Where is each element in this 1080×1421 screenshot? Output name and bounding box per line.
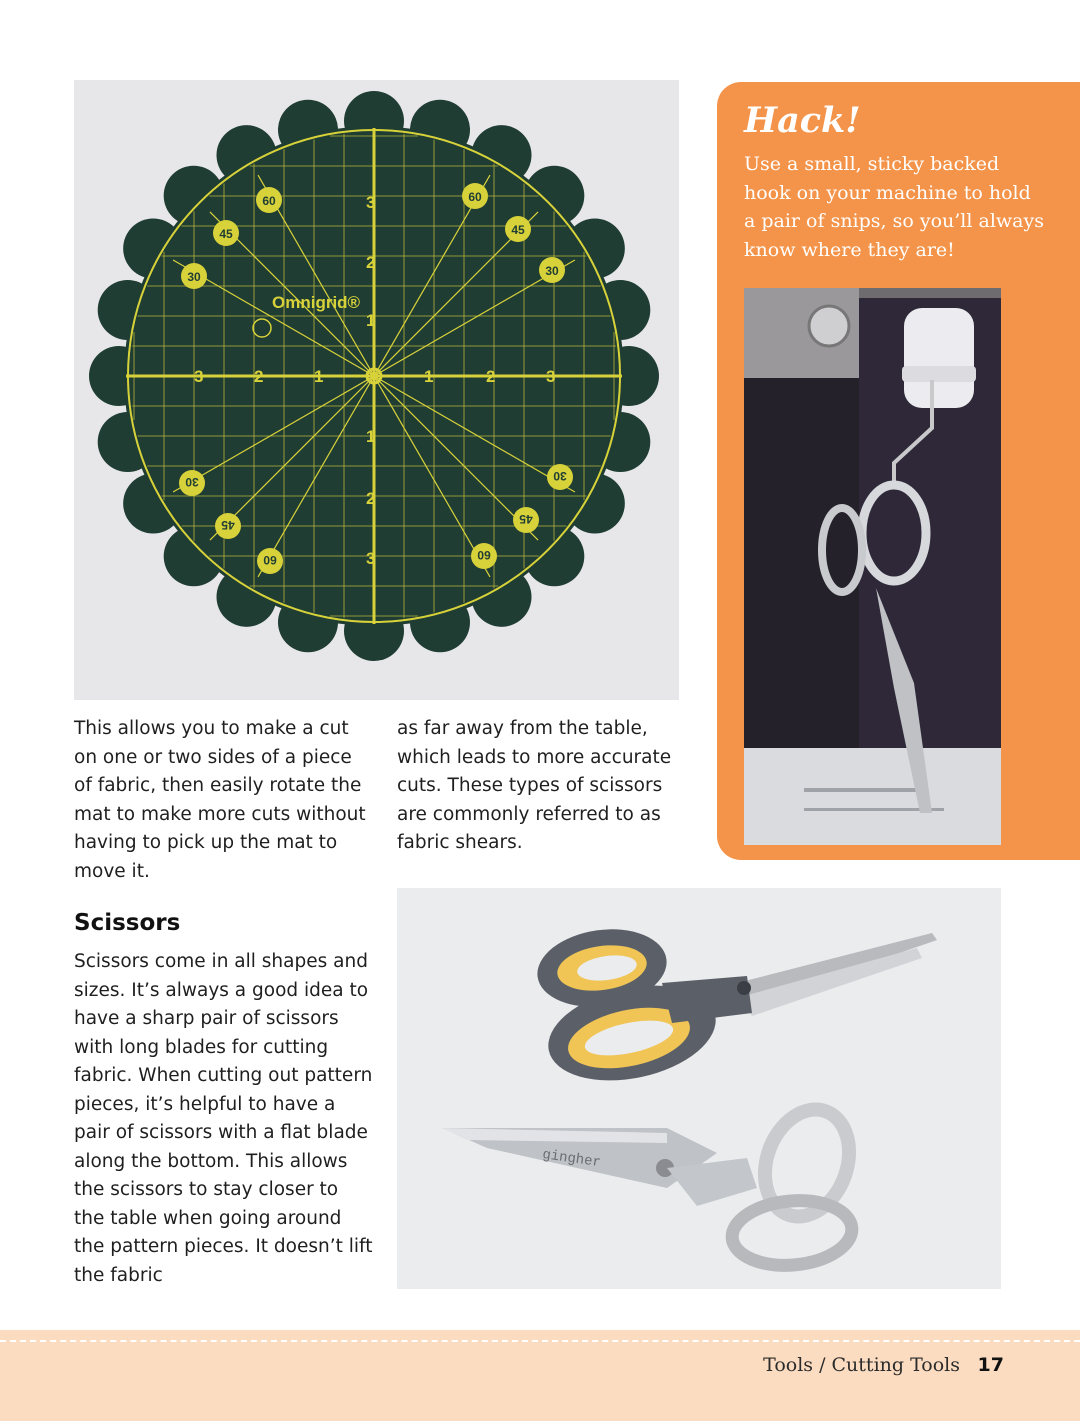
scissors-description-paragraph: Scissors come in all shapes and sizes. It’s always a good idea to have a sharp pair of scissors with long blades for cutting fabric. When cutting out pattern pieces, it’s helpful to have a pair of scissors with a flat blade along the bottom. This allows the scissors to stay closer to the table when going around the pattern pieces. It doesn’t lift the fabric <box>74 951 373 1286</box>
angle-badge-45-top-left <box>213 220 239 246</box>
ruler-number-top-2: 2 <box>366 253 376 272</box>
ruler-number-left-3: 3 <box>194 367 204 386</box>
ruler-number-top-1: 1 <box>366 311 376 330</box>
two-scissors-photo <box>397 888 1001 1289</box>
angle-badge-60-top-right <box>462 183 488 209</box>
svg-text:45: 45 <box>219 227 233 241</box>
hack-title: Hack! <box>744 100 861 141</box>
angle-badge-30-bottom-right <box>547 464 573 490</box>
ruler-number-left-1: 1 <box>314 367 324 386</box>
ruler-number-bottom-2: 2 <box>366 489 376 508</box>
angle-badge-60-top-left <box>256 187 282 213</box>
svg-text:60: 60 <box>263 553 277 567</box>
footer-section-title: Tools / Cutting Tools <box>763 1354 960 1376</box>
angle-badge-30-bottom-left <box>179 470 205 496</box>
svg-text:30: 30 <box>553 469 567 483</box>
ruler-number-bottom-3: 3 <box>366 549 376 568</box>
snips-on-hook-photo <box>744 288 1001 845</box>
sticky-hook-base <box>904 308 974 408</box>
rotating-cutting-mat-photo <box>74 80 679 700</box>
svg-text:30: 30 <box>545 264 559 278</box>
snips-hook-illustration <box>744 288 1001 845</box>
ruler-number-right-2: 2 <box>486 367 496 386</box>
sewing-machine-bed <box>744 748 1001 845</box>
machine-knob <box>809 306 849 346</box>
ruler-number-top-3: 3 <box>366 193 376 212</box>
footer-dashed-line <box>0 1340 1080 1342</box>
hack-text: Use a small, sticky backed hook on your machine to hold a pair of snips, so you’ll always know where they are! <box>744 153 1044 261</box>
ruler-number-right-1: 1 <box>424 367 434 386</box>
scissors-illustration <box>397 888 1001 1289</box>
scissors-heading: Scissors <box>74 910 181 936</box>
svg-text:60: 60 <box>477 548 491 562</box>
angle-badge-30-top-left <box>181 263 207 289</box>
angle-badge-60-bottom-right <box>471 543 497 569</box>
svg-text:45: 45 <box>519 512 533 526</box>
shears-continuation-paragraph: as far away from the table, which leads to more accurate cuts. These types of scissors are commonly referred to as fabric shears. <box>397 718 672 853</box>
ruler-number-right-3: 3 <box>546 367 556 386</box>
cutting-mat-illustration <box>74 80 679 700</box>
svg-text:60: 60 <box>262 194 276 208</box>
angle-badge-45-bottom-right <box>513 507 539 533</box>
angle-badge-45-top-right <box>505 216 531 242</box>
ruler-number-bottom-1: 1 <box>366 427 376 446</box>
ruler-number-left-2: 2 <box>254 367 264 386</box>
svg-text:30: 30 <box>185 475 199 489</box>
svg-text:45: 45 <box>221 518 235 532</box>
mat-brand-logo: Omnigrid® <box>272 293 361 312</box>
shears-brand-engraving: gingher <box>541 1147 602 1172</box>
svg-text:60: 60 <box>468 190 482 204</box>
svg-text:30: 30 <box>187 270 201 284</box>
angle-badge-60-bottom-left <box>257 548 283 574</box>
mat-description-paragraph: This allows you to make a cut on one or two sides of a piece of fabric, then easily rotate the mat to make more cuts without having to pick up the mat to move it. <box>74 718 366 882</box>
angle-badge-45-bottom-left <box>215 513 241 539</box>
page-number: 17 <box>977 1354 1004 1376</box>
angle-badge-30-top-right <box>539 257 565 283</box>
svg-text:45: 45 <box>511 223 525 237</box>
